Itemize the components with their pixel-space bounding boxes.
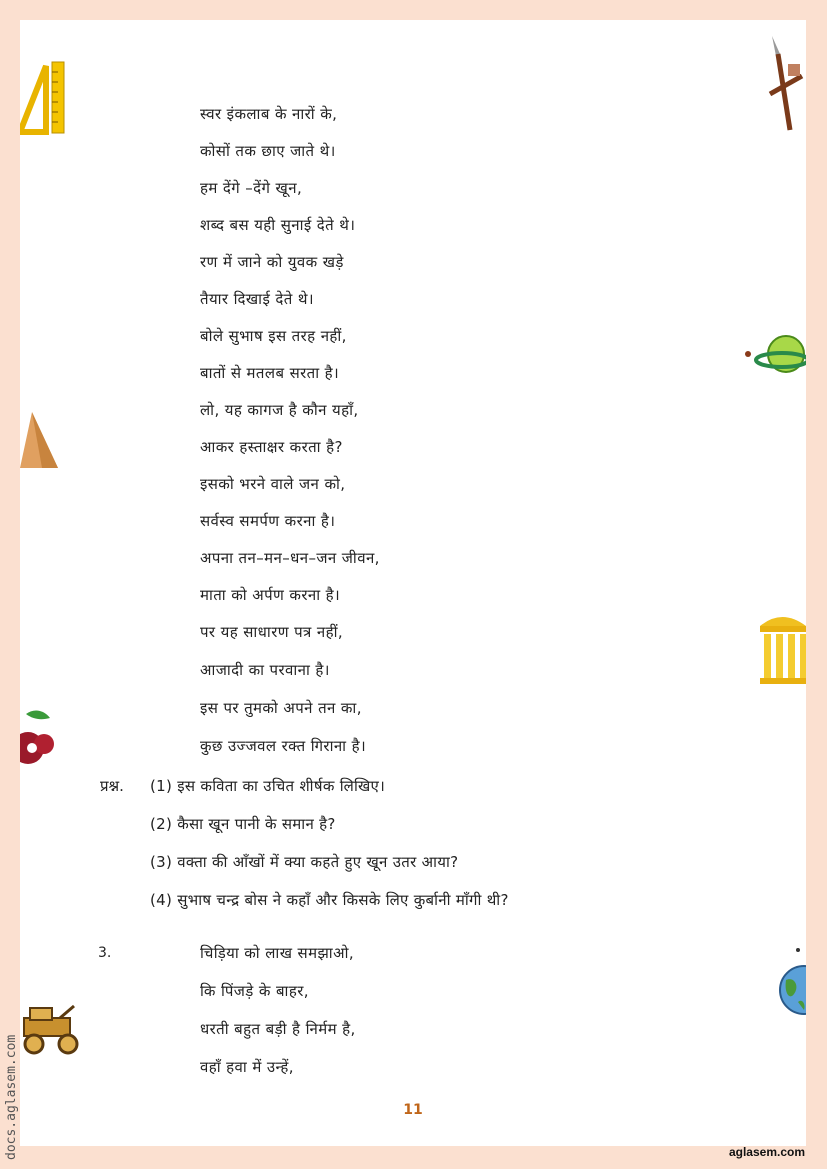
poem-line: लो, यह कागज है कौन यहाँ, — [200, 401, 359, 419]
poem-line: स्वर इंकलाब के नारों के, — [200, 105, 338, 123]
question-item: (3) वक्ता की आँखों में क्या कहते हुए खून उतर आया? — [150, 853, 459, 871]
poem-line: तैयार दिखाई देते थे। — [200, 290, 314, 308]
ruler-triangle-icon — [20, 60, 68, 135]
poem-line: शब्द बस यही सुनाई देते थे। — [200, 216, 356, 234]
poem-line: पर यह साधारण पत्र नहीं, — [200, 623, 344, 641]
poem-line: बोले सुभाष इस तरह नहीं, — [200, 327, 347, 345]
poem-line: रण में जाने को युवक खड़े — [200, 253, 344, 271]
watermark-text: docs.aglasem.com — [4, 1034, 19, 1160]
poem-line: आकर हस्ताक्षर करता है? — [200, 438, 343, 456]
section-number: 3. — [98, 945, 112, 961]
poem-line: इस पर तुमको अपने तन का, — [200, 699, 362, 717]
poem-line: कुछ उज्जवल रक्त गिराना है। — [200, 737, 367, 755]
question-label: प्रश्न. — [100, 777, 124, 795]
fruit-icon — [20, 708, 56, 778]
poem-line: इसको भरने वाले जन को, — [200, 475, 346, 493]
question-item: (2) कैसा खून पानी के समान है? — [150, 815, 336, 833]
poem-line: धरती बहुत बड़ी है निर्मम है, — [200, 1020, 356, 1038]
poem-line: आजादी का परवाना है। — [200, 661, 330, 679]
poem-line: चिड़िया को लाख समझाओ, — [200, 944, 354, 962]
document-page — [20, 20, 806, 1146]
poem-line: माता को अर्पण करना है। — [200, 586, 341, 604]
question-item: (1) इस कविता का उचित शीर्षक लिखिए। — [150, 777, 386, 795]
poem-line: कोसों तक छाए जाते थे। — [200, 142, 336, 160]
temple-pillars-icon — [758, 608, 806, 686]
site-name[interactable]: aglasem.com — [728, 1145, 805, 1159]
poem-line: सर्वस्व समर्पण करना है। — [200, 512, 336, 530]
poem-line: वहाँ हवा में उन्हें, — [200, 1058, 294, 1076]
page-number: 11 — [403, 1102, 423, 1118]
poem-line: हम देंगे –देंगे खून, — [200, 179, 303, 197]
poem-line: अपना तन–मन–धन–जन जीवन, — [200, 549, 380, 567]
poem-line: बातों से मतलब सरता है। — [200, 364, 340, 382]
question-item: (4) सुभाष चन्द्र बोस ने कहाँ और किसके लिए कुर्बानी माँगी थी? — [150, 891, 509, 909]
globe-icon — [776, 946, 806, 1018]
poem-line: कि पिंजड़े के बाहर, — [200, 982, 309, 1000]
spear-tool-icon — [768, 34, 806, 134]
pyramid-icon — [20, 410, 58, 470]
planet-icon — [742, 332, 806, 382]
vintage-car-icon — [20, 1000, 84, 1060]
